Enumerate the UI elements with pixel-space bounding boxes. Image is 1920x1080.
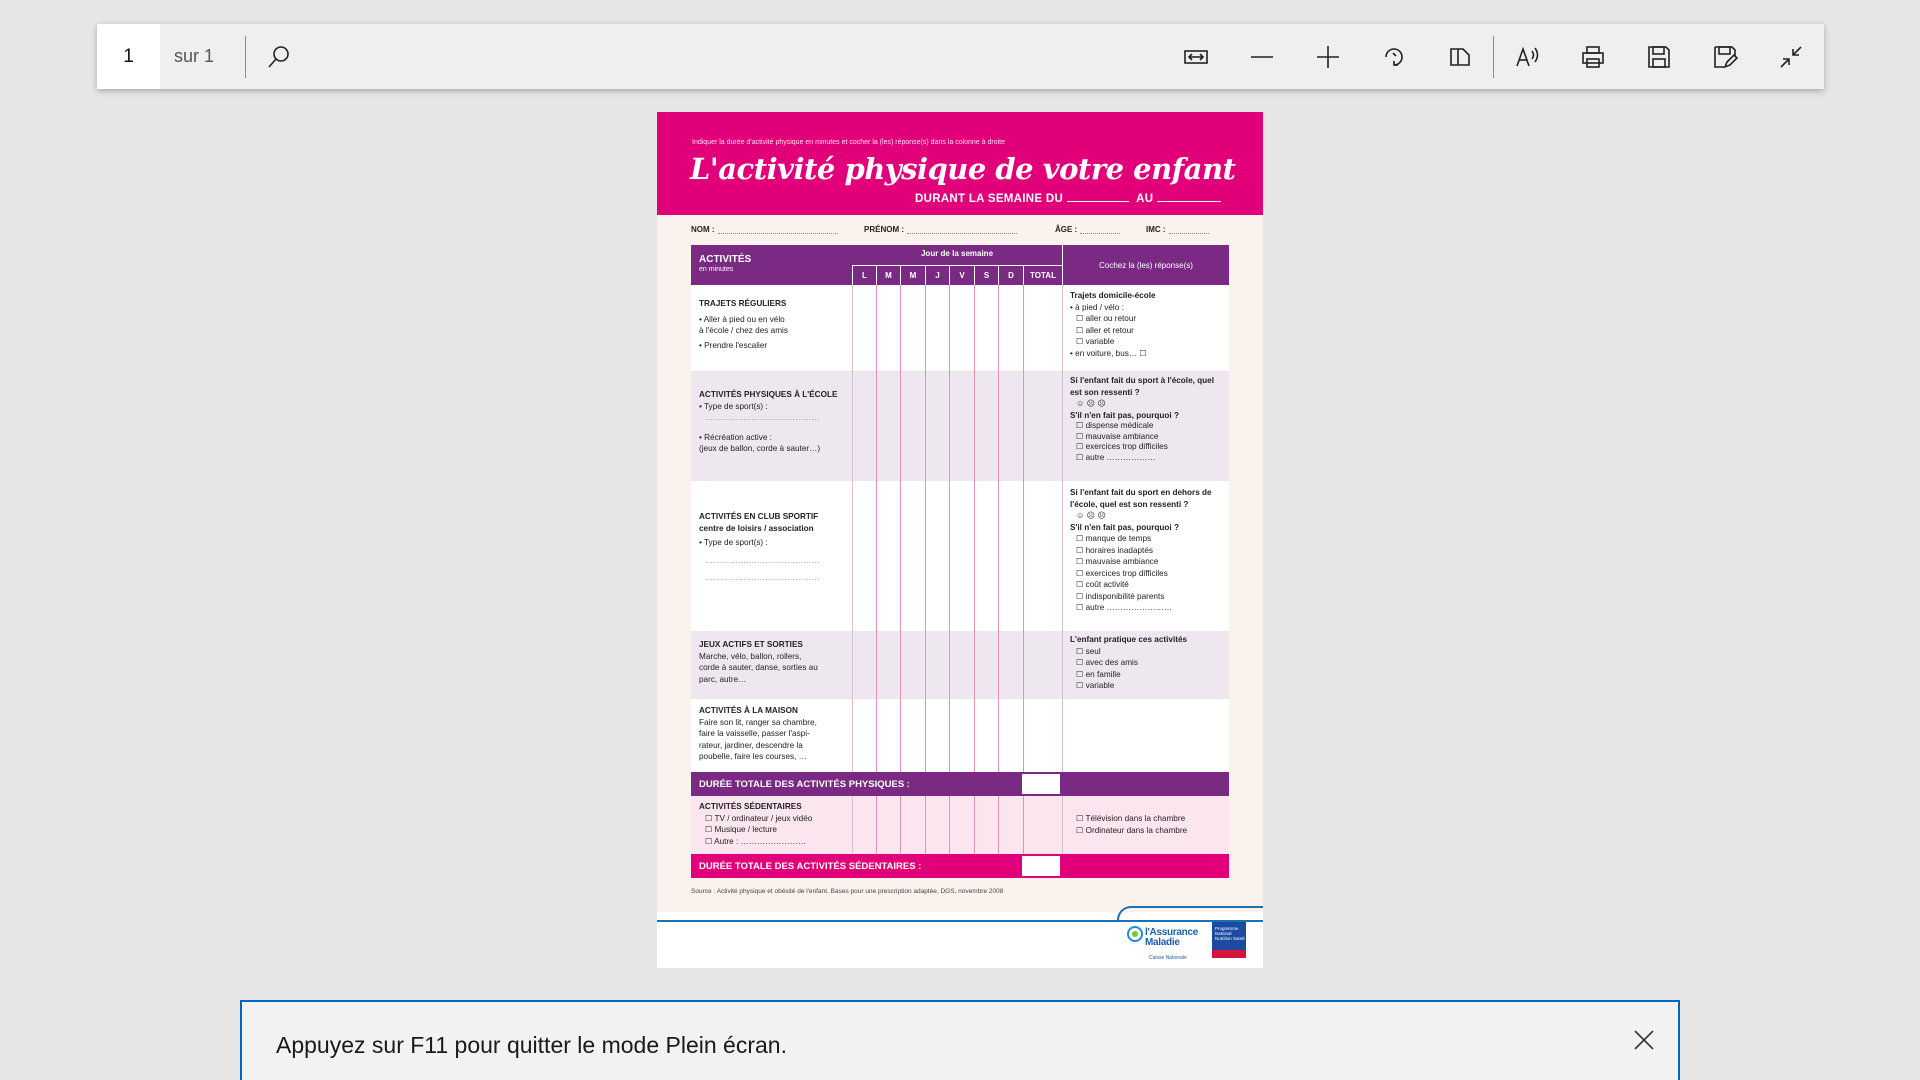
zoom-out-button[interactable] [1229,24,1295,89]
day-header: M [900,265,925,285]
week-line [915,193,1221,205]
day-header: S [974,265,998,285]
grid-line [1023,285,1024,772]
fit-width-icon [1182,43,1210,71]
exit-fullscreen-icon [1777,43,1805,71]
row-trajets [691,285,1229,371]
fit-width-button[interactable] [1163,24,1229,89]
assurance-maladie-swirl-icon [1125,924,1145,944]
activities-header: ACTIVITÉS en minutes [691,245,852,285]
days-header: Jour de la semaine L M M J V S D TOTAL [852,245,1062,285]
day-header: M [876,265,900,285]
rotate-button[interactable] [1361,24,1427,89]
fullscreen-notice [240,1000,1680,1080]
print-button[interactable] [1560,24,1626,89]
day-header: J [925,265,949,285]
pdf-page [657,112,1263,968]
field-prenom: PRÉNOM : [864,225,1017,234]
document-title: L'activité physique de votre enfant [690,152,1236,186]
total-physical-box [1022,774,1060,794]
grid-line [1062,796,1063,854]
page-view-icon [1446,43,1474,71]
page-number-input[interactable]: 1 [97,24,160,89]
close-button[interactable] [1632,1028,1662,1058]
row-checks: Si l'enfant fait du sport à l'école, quel est son ressenti ? ☺ ☹ ☹ S'il n'en fait pas, pourquoi ? ☐ dispense médicale ☐ mauvaise ambiance ☐ exercices trop difficiles ☐ autre ……………… [1070,376,1215,462]
search-button[interactable] [246,24,312,89]
field-age: ÂGE : [1055,225,1120,234]
day-header: L [852,265,876,285]
footer-curve [1117,906,1263,920]
row-checks: Trajets domicile-école • à pied / vélo : ☐ aller ou retour ☐ aller et retour ☐ variable • en voiture, bus… ☐ [1070,291,1156,358]
row-activity: ACTIVITÉS À LA MAISON Faire son lit, ranger sa chambre, faire la vaisselle, passer l'aspi- rateur, jardiner, descendre la poubelle, faire les courses, … [699,706,817,761]
field-imc: IMC : [1146,225,1209,234]
exit-fullscreen-button[interactable] [1758,24,1824,89]
row-sedentaires [691,796,1229,854]
grid-line [900,285,901,772]
save-button[interactable] [1626,24,1692,89]
grid-line [949,796,950,854]
document-header [657,112,1263,215]
assurance-maladie-logo [1125,924,1201,964]
grid-line [974,285,975,772]
source-note: Source : Activité physique et obésité de l'enfant. Bases pour une prescription adaptée, DGS, novembre 2008 [691,888,1004,895]
zoom-in-button[interactable] [1295,24,1361,89]
print-icon [1579,43,1607,71]
logo-sub: Caisse Nationale [1149,955,1187,961]
grid-line [1023,796,1024,854]
logo-name: l'Assurance Maladie [1145,927,1198,948]
row-maison [691,699,1229,772]
instruction-text: Indiquer la durée d'activité physique en minutes et cocher la (les) réponse(s) dans la colonne à droite [692,139,1006,146]
au-label: AU [1136,193,1154,205]
save-as-icon [1711,43,1739,71]
check-header: Cochez la (les) réponse(s) [1062,245,1229,285]
page-count-label: sur 1 [174,46,215,66]
total-sedentary-bar: DURÉE TOTALE DES ACTIVITÉS SÉDENTAIRES : [691,854,1229,878]
grid-line [876,796,877,854]
row-activity: ACTIVITÉS SÉDENTAIRES ☐ TV / ordinateur / jeux vidéo ☐ Musique / lecture ☐ Autre : …………………… [699,802,813,846]
row-checks: Si l'enfant fait du sport en dehors de l'école, quel est son ressenti ? ☺ ☹ ☹ S'il n'en fait pas, pourquoi ? ☐ manque de temps ☐ horaires inadaptés ☐ mauvaise ambiance ☐ exercices trop difficiles ☐ coût activité ☐ indisponibilité parents ☐ autre …………………… [1070,488,1212,612]
field-nom: NOM : [691,225,838,234]
row-ecole [691,371,1229,481]
zoom-out-icon [1248,43,1276,71]
row-checks: ☐ Télévision dans la chambre ☐ Ordinateur dans la chambre [1076,814,1188,835]
rotate-icon [1380,43,1408,71]
row-activity: ACTIVITÉS PHYSIQUES À L'ÉCOLE • Type de sport(s) : …………………………………… • Récréation active : (jeux de ballon, corde à sauter…) [699,390,838,453]
search-icon [265,43,293,71]
save-icon [1645,43,1673,71]
grid-line [925,285,926,772]
row-activity: JEUX ACTIFS ET SORTIES Marche, vélo, ballon, rollers, corde à sauter, danse, sorties au parc, autre… [699,640,818,684]
total-sedentary-box [1022,856,1060,876]
row-jeux [691,631,1229,699]
grid-line [900,796,901,854]
grid-line [949,285,950,772]
zoom-in-icon [1314,43,1342,71]
grid-line [998,285,999,772]
total-header: TOTAL [1023,265,1062,285]
grid-line [852,796,853,854]
footer-line [657,920,1263,922]
row-club [691,481,1229,631]
document-footer [657,912,1263,968]
row-activity: TRAJETS RÉGULIERS • Aller à pied ou en vélo à l'école / chez des amis • Prendre l'escalier [699,299,788,350]
total-physical-bar: DURÉE TOTALE DES ACTIVITÉS PHYSIQUES : [691,772,1229,796]
row-activity: ACTIVITÉS EN CLUB SPORTIF centre de loisirs / association • Type de sport(s) : …………………………………… …………………………………… [699,512,820,582]
row-checks: L'enfant pratique ces activités ☐ seul ☐ avec des amis ☐ en famille ☐ variable [1070,635,1188,690]
grid-line [925,796,926,854]
grid-line [1062,285,1063,772]
week-label: DURANT LA SEMAINE DU [915,193,1064,205]
grid-line [974,796,975,854]
read-aloud-button[interactable] [1494,24,1560,89]
save-as-button[interactable] [1692,24,1758,89]
grid-line [876,285,877,772]
notice-text: Appuyez sur F11 pour quitter le mode Plein écran. [276,1032,787,1058]
pdf-toolbar [97,24,1824,89]
grid-line [998,796,999,854]
page-view-button[interactable] [1427,24,1493,89]
pnns-logo: Programme National Nutrition Santé [1212,922,1246,958]
read-aloud-icon [1513,43,1541,71]
day-header: V [949,265,974,285]
grid-line [852,285,853,772]
day-header: D [998,265,1023,285]
close-icon [1632,1028,1656,1052]
